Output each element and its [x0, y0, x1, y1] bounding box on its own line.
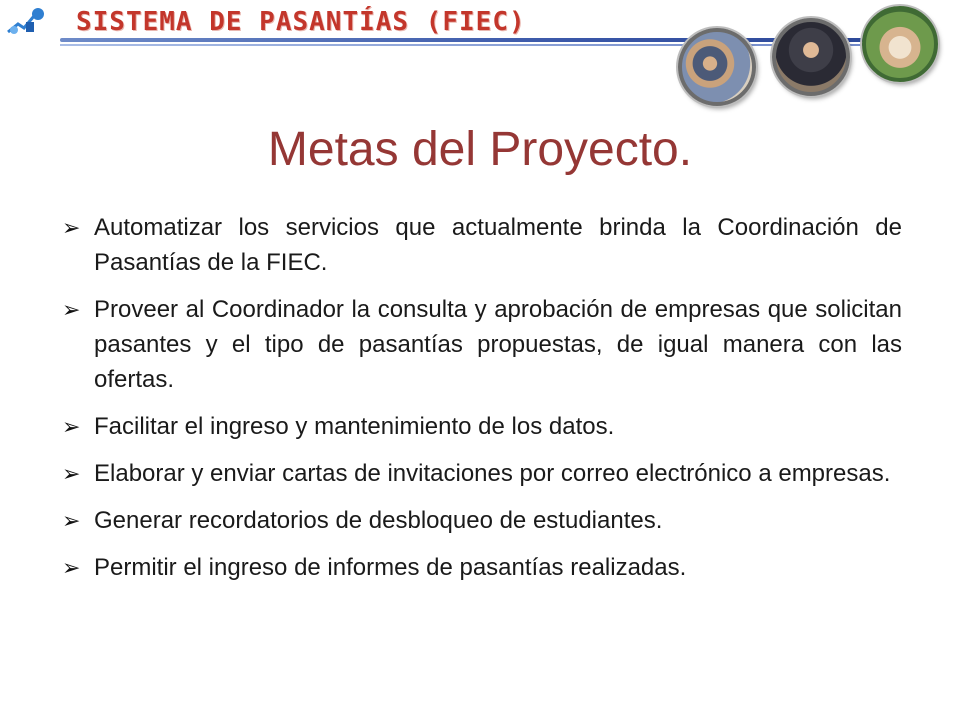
- list-item: [62, 456, 902, 491]
- list-item: [62, 409, 902, 444]
- handshake-photo: [862, 6, 938, 82]
- arrow-bullet-icon: ➢: [62, 555, 81, 580]
- logo-icon: [4, 6, 48, 38]
- list-item: [62, 292, 902, 397]
- arrow-bullet-icon: ➢: [62, 414, 81, 439]
- list-item-text: Elaborar y enviar cartas de invitaciones por correo electrónico a empresas.: [94, 460, 891, 487]
- arrow-bullet-icon: ➢: [62, 215, 81, 240]
- meeting-photo: [772, 18, 850, 96]
- list-item: [62, 210, 902, 280]
- list-item-text: Facilitar el ingreso y mantenimiento de los datos.: [94, 413, 615, 440]
- list-item: [62, 550, 902, 585]
- arrow-bullet-icon: ➢: [62, 461, 81, 486]
- list-item-text: Generar recordatorios de desbloqueo de estudiantes.: [94, 507, 663, 534]
- list-item-text: Automatizar los servicios que actualmente brinda la Coordinación de Pasantías de la FIEC.: [94, 214, 902, 276]
- list-item: [62, 503, 902, 538]
- arrow-bullet-icon: ➢: [62, 297, 81, 322]
- students-photo: [678, 28, 756, 106]
- list-item-text: Proveer al Coordinador la consulta y aprobación de empresas que solicitan pasantes y el tipo de pasantías propuestas, de igual manera con las ofertas.: [94, 296, 902, 393]
- list-item-text: Permitir el ingreso de informes de pasantías realizadas.: [94, 554, 687, 581]
- banner-title: SISTEMA DE PASANTÍAS (FIEC): [76, 7, 526, 37]
- slide-title: Metas del Proyecto.: [267, 123, 693, 176]
- arrow-bullet-icon: ➢: [62, 508, 81, 533]
- bullet-list: [62, 210, 902, 597]
- slide-header: [0, 0, 960, 60]
